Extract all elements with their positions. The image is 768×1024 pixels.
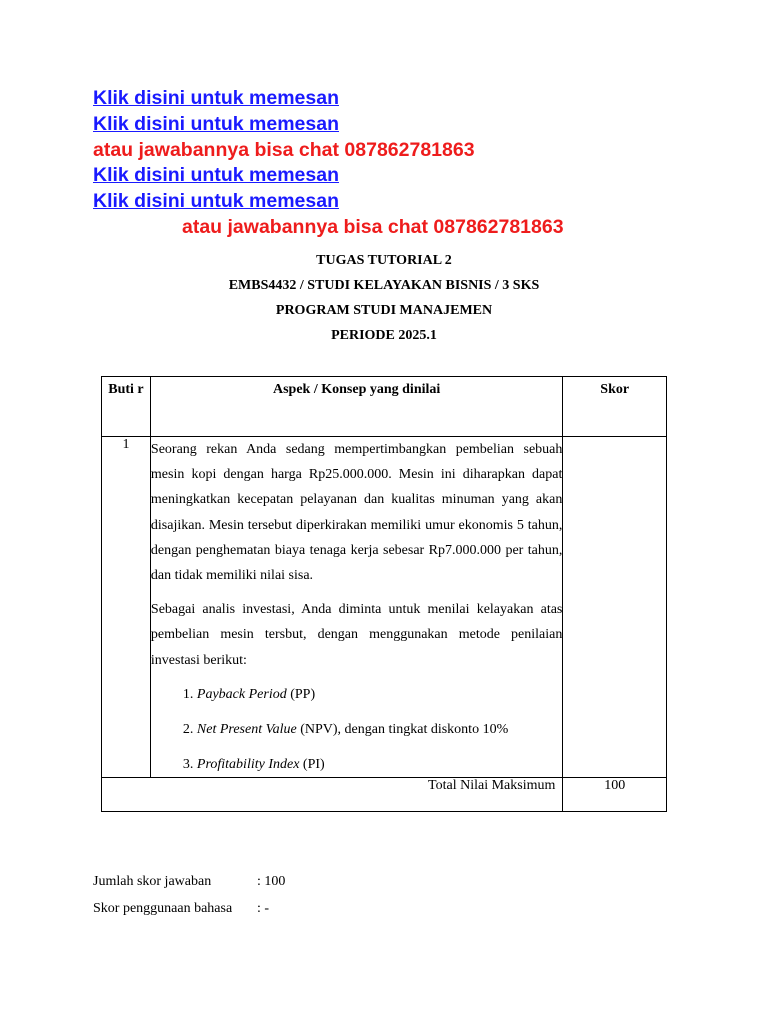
order-link[interactable]: Klik disini untuk memesan bbox=[93, 190, 339, 213]
method-detail: (PP) bbox=[286, 686, 316, 702]
case-paragraph: Seorang rekan Anda sedang mempertimbangkan pembelian sebuah mesin kopi dengan harga Rp25.000.000. Mesin ini diharapkan dapat meningkatkan kecepatan pelayanan dan kualitas minuman yang akan disajikan. Mesin tersebut diperkirakan memiliki umur ekonomis 5 tahun, dengan penghematan biaya tenaga kerja sebesar Rp7.000.000 per tahun, dan tidak memiliki nilai sisa. bbox=[150, 442, 563, 584]
total-label: Total Nilai Maksimum bbox=[102, 777, 563, 811]
header-butir bbox=[102, 377, 151, 437]
row-skor bbox=[563, 437, 667, 778]
method-detail: (NPV), dengan tingkat diskonto 10% bbox=[296, 721, 509, 737]
table-row bbox=[102, 437, 667, 778]
course-title: EMBS4432 / STUDI KELAYAKAN BISNIS / 3 SKS bbox=[228, 278, 540, 293]
assignment-title: TUGAS TUTORIAL 2 bbox=[316, 253, 452, 268]
header-skor: Skor bbox=[563, 377, 667, 437]
score-line bbox=[93, 868, 285, 895]
study-program: PROGRAM STUDI MANAJEMEN bbox=[275, 303, 493, 318]
total-value: 100 bbox=[563, 777, 667, 811]
method-term: Net Present Value bbox=[196, 721, 297, 737]
jumlah-label: Jumlah skor jawaban bbox=[93, 874, 212, 889]
document-header bbox=[0, 248, 768, 348]
row-butir: 1 bbox=[102, 437, 151, 778]
method-term: Payback Period bbox=[196, 686, 287, 702]
order-link[interactable]: Klik disini untuk memesan bbox=[93, 164, 339, 187]
header-aspek: Aspek / Konsep yang dinilai bbox=[150, 377, 562, 437]
order-link[interactable]: Klik disini untuk memesan bbox=[93, 87, 339, 109]
method-detail: (PI) bbox=[299, 756, 325, 772]
instruction-paragraph: Sebagai analis investasi, Anda diminta untuk menilai kelayakan atas pembelian mesin tersbut, dengan menggunakan metode penilaian investasi berikut: bbox=[150, 602, 563, 668]
list-item bbox=[197, 717, 562, 742]
list-item bbox=[197, 682, 562, 707]
bahasa-label: Skor penggunaan bahasa bbox=[93, 901, 233, 916]
grading-table bbox=[101, 376, 667, 812]
row-aspek bbox=[150, 437, 562, 778]
chat-contact-text: atau jawabannya bisa chat 087862781863 bbox=[93, 138, 475, 161]
total-row bbox=[102, 777, 667, 811]
table-header-row bbox=[102, 377, 667, 437]
period: PERIODE 2025.1 bbox=[331, 328, 437, 343]
bahasa-value: : - bbox=[257, 901, 270, 916]
header-butir-label: Buti r bbox=[108, 382, 144, 397]
list-item bbox=[197, 752, 562, 777]
order-link[interactable]: Klik disini untuk memesan bbox=[93, 112, 339, 135]
jumlah-value: : 100 bbox=[257, 874, 286, 889]
method-list bbox=[151, 682, 562, 777]
promo-block bbox=[93, 86, 693, 241]
chat-contact-text: atau jawabannya bisa chat 087862781863 bbox=[182, 215, 564, 238]
method-term: Profitability Index bbox=[196, 756, 300, 772]
score-summary bbox=[93, 868, 285, 922]
score-line bbox=[93, 895, 285, 922]
